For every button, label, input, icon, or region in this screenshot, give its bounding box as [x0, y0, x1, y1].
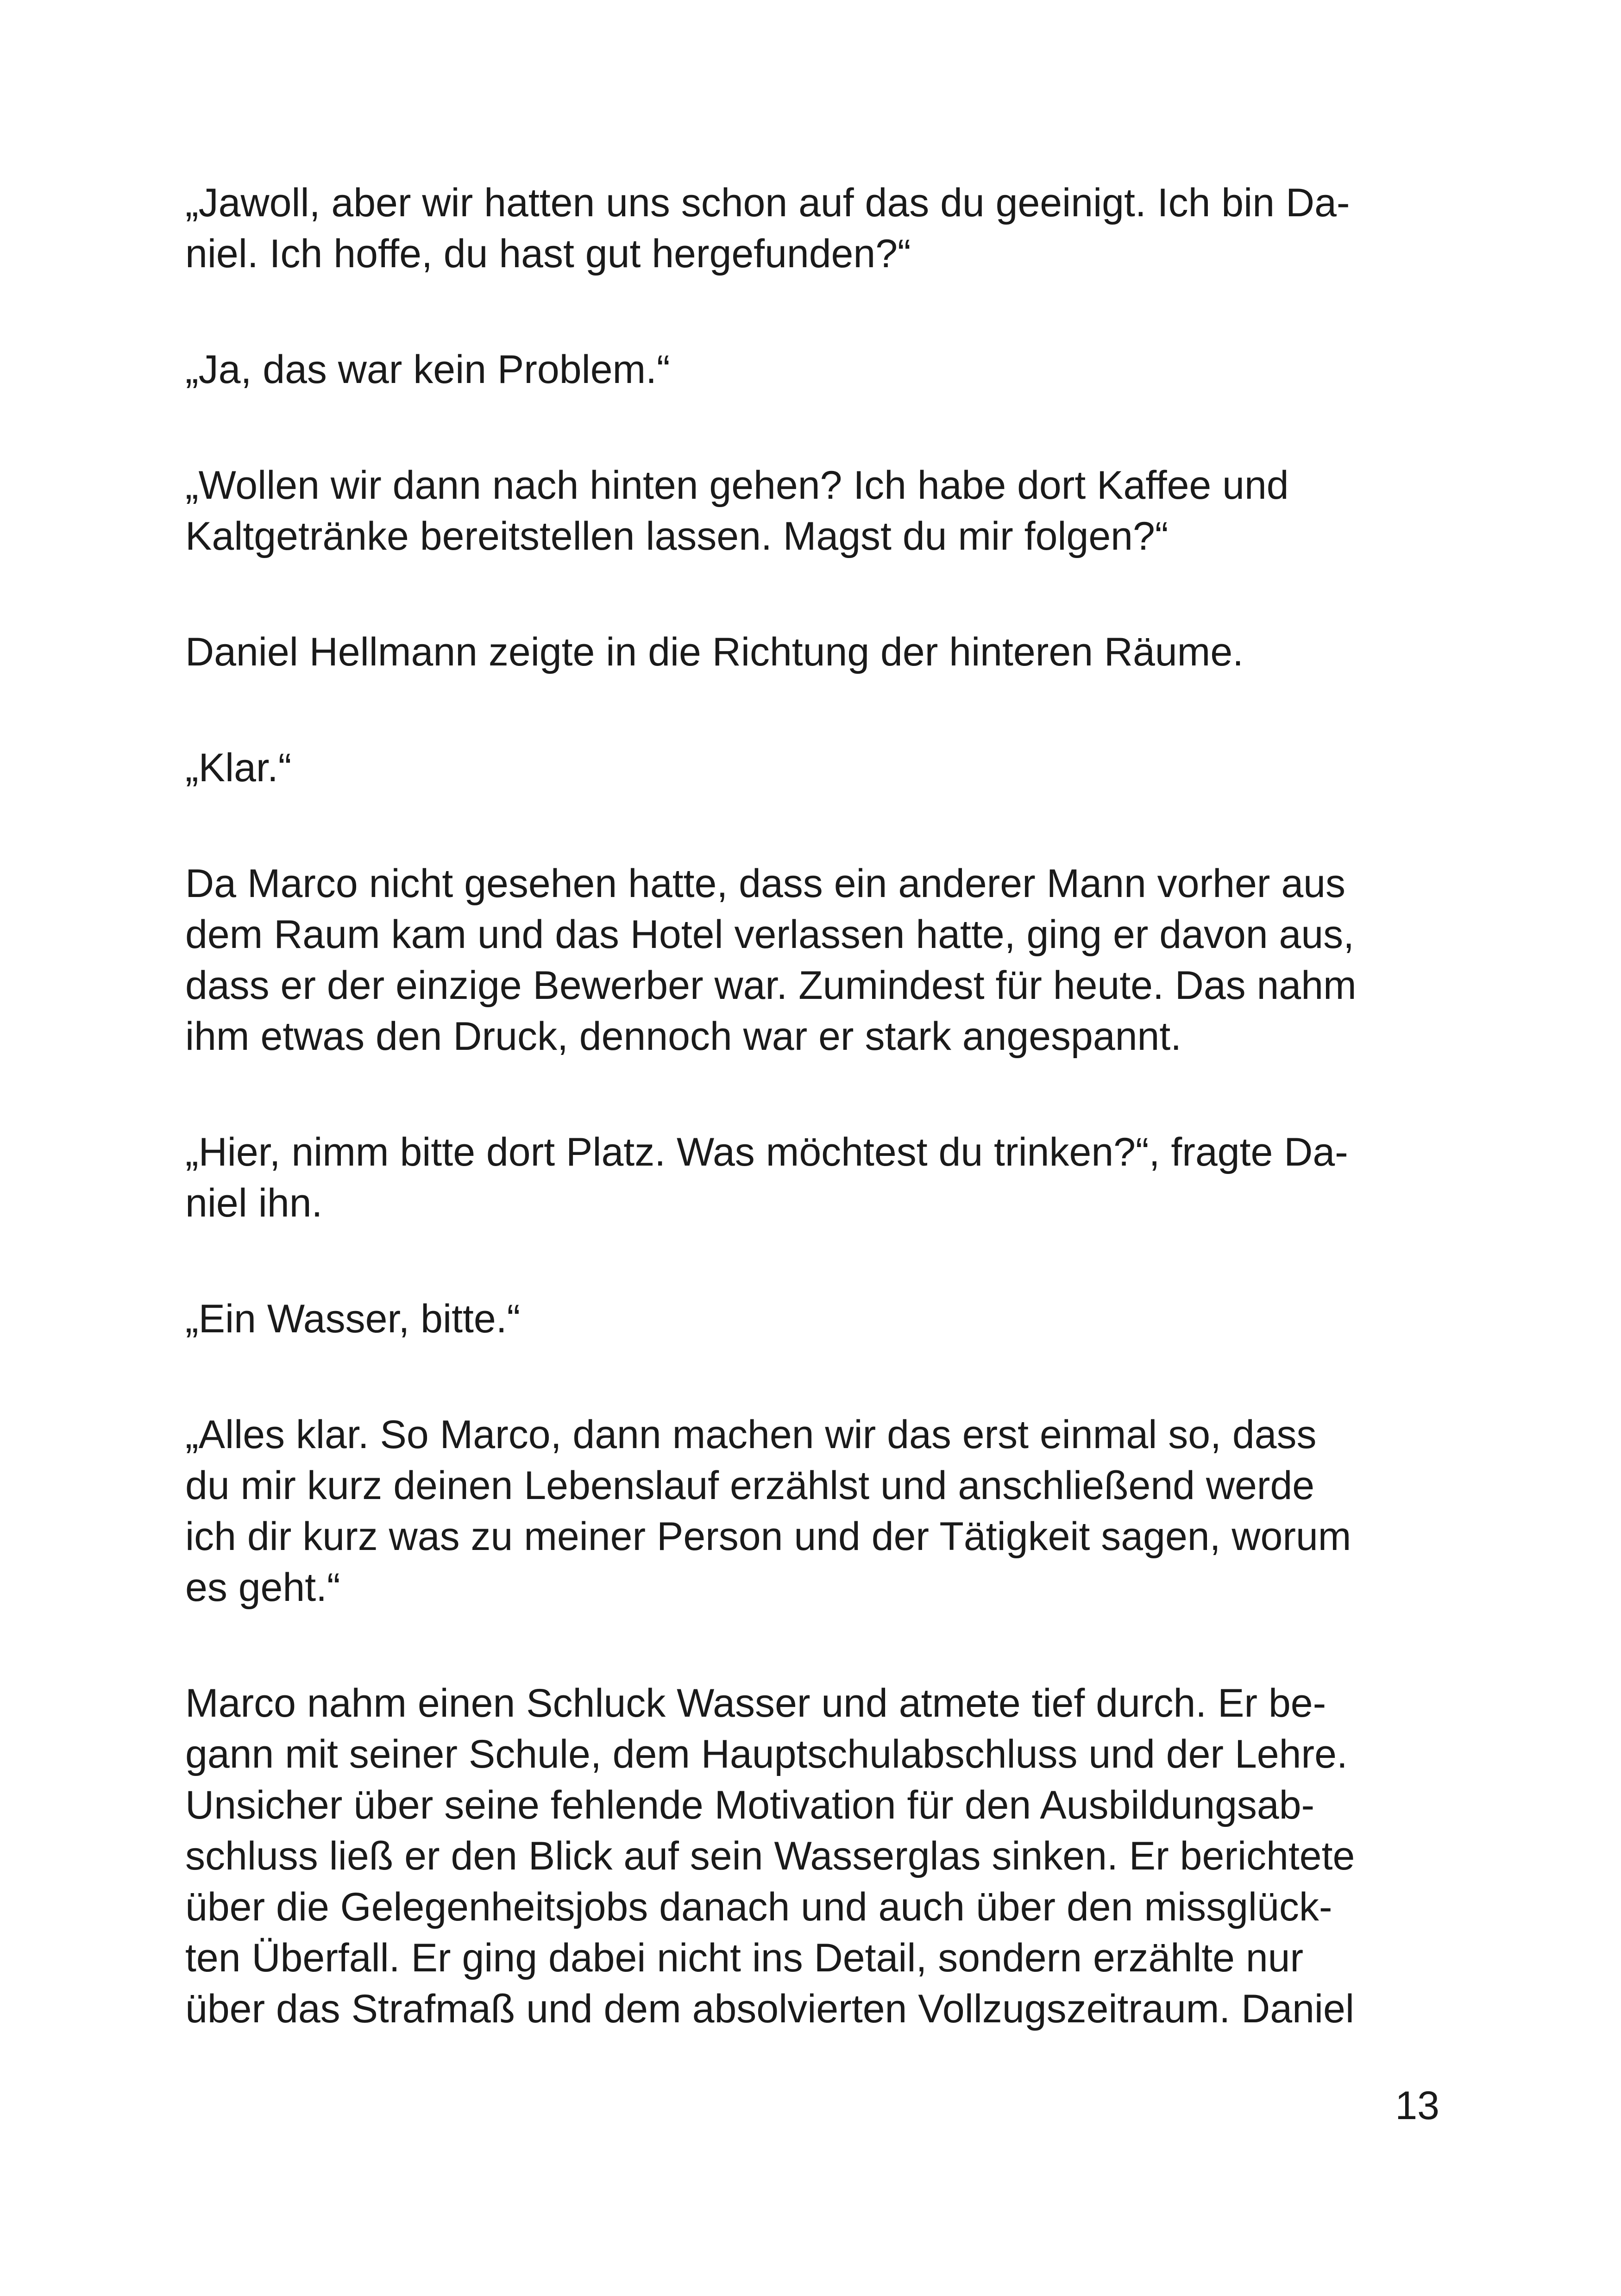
text-line: Daniel Hellmann zeigte in die Richtung der hinteren Räume.	[185, 630, 1244, 674]
paragraph	[185, 1409, 1436, 1613]
text-line: niel ihn.	[185, 1181, 323, 1225]
text-line: dass er der einzige Bewerber war. Zumindest für heute. Das nahm	[185, 963, 1357, 1008]
text-line: Marco nahm einen Schluck Wasser und atmete tief durch. Er be-	[185, 1681, 1326, 1725]
text-line: Kaltgetränke bereitstellen lassen. Magst du mir folgen?“	[185, 514, 1169, 558]
text-line: Da Marco nicht gesehen hatte, dass ein anderer Mann vorher aus	[185, 861, 1346, 906]
paragraph	[185, 858, 1436, 1062]
text-line: „Hier, nimm bitte dort Platz. Was möchtest du trinken?“, fragte Da-	[185, 1130, 1348, 1174]
text-line: ten Überfall. Er ging dabei nicht ins Detail, sondern erzählte nur	[185, 1936, 1304, 1980]
paragraph	[185, 460, 1436, 562]
paragraph	[185, 1293, 1436, 1344]
text-line: „Wollen wir dann nach hinten gehen? Ich habe dort Kaffee und	[185, 463, 1289, 508]
paragraph	[185, 344, 1436, 395]
text-line: ich dir kurz was zu meiner Person und der Tätigkeit sagen, worum	[185, 1514, 1351, 1559]
paragraph	[185, 177, 1436, 279]
body-text	[185, 177, 1436, 2034]
text-line: Unsicher über seine fehlende Motivation für den Ausbildungsab-	[185, 1783, 1315, 1827]
page-number: 13	[1395, 2083, 1439, 2128]
text-line: es geht.“	[185, 1565, 340, 1610]
text-line: du mir kurz deinen Lebenslauf erzählst und anschließend werde	[185, 1463, 1315, 1508]
text-line: „Ein Wasser, bitte.“	[185, 1297, 521, 1341]
text-line: „Jawoll, aber wir hatten uns schon auf das du geeinigt. Ich bin Da-	[185, 181, 1350, 225]
text-line: „Alles klar. So Marco, dann machen wir das erst einmal so, dass	[185, 1412, 1317, 1457]
text-line: schluss ließ er den Blick auf sein Wasserglas sinken. Er berichtete	[185, 1834, 1355, 1878]
text-line: „Ja, das war kein Problem.“	[185, 347, 670, 392]
paragraph	[185, 627, 1436, 678]
paragraph	[185, 1678, 1436, 2034]
text-line: „Klar.“	[185, 746, 292, 790]
text-line: ihm etwas den Druck, dennoch war er stark angespannt.	[185, 1014, 1182, 1059]
paragraph	[185, 1127, 1436, 1229]
text-line: gann mit seiner Schule, dem Hauptschulabschluss und der Lehre.	[185, 1732, 1348, 1776]
paragraph	[185, 742, 1436, 793]
text-line: dem Raum kam und das Hotel verlassen hatte, ging er davon aus,	[185, 912, 1355, 957]
text-line: über das Strafmaß und dem absolvierten Vollzugszeitraum. Daniel	[185, 1987, 1354, 2031]
text-line: über die Gelegenheitsjobs danach und auch über den missglück-	[185, 1885, 1332, 1929]
text-line: niel. Ich hoffe, du hast gut hergefunden?“	[185, 232, 911, 276]
